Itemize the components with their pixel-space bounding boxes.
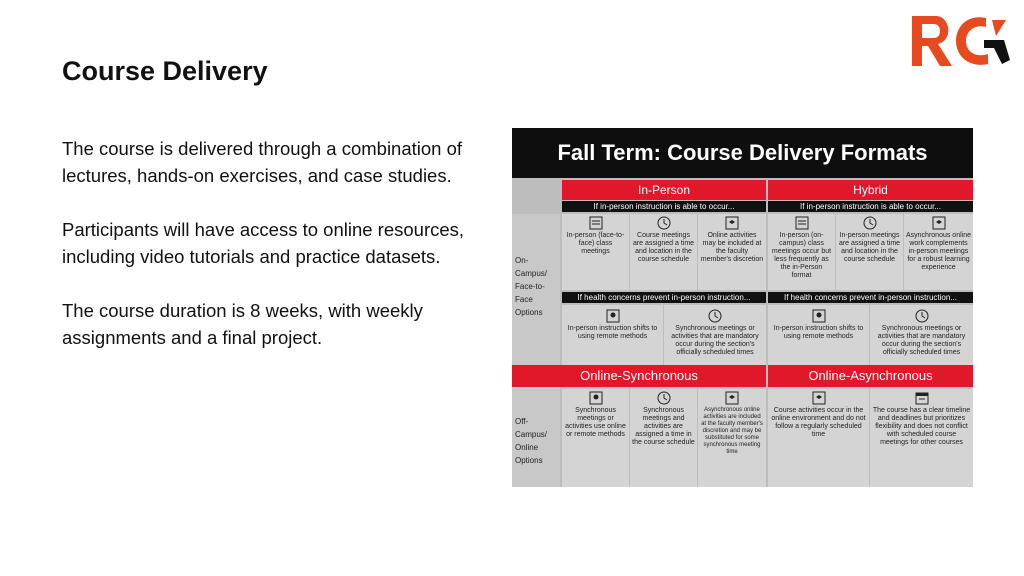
paragraph-resources: Participants will have access to online resources, including video tutorials and practice datasets.: [62, 219, 465, 267]
online-icon: [812, 391, 826, 405]
classroom-icon: [795, 216, 809, 230]
in-person-sync-cell: Synchronous meetings or activities that are mandatory occur during the section's officially scheduled times: [664, 305, 766, 365]
remote-icon: [589, 391, 603, 405]
in-person-cell: Course meetings are assigned a time and location in the course schedule: [630, 214, 697, 290]
online-async-cell: Course activities occur in the online environment and do not follow a regularly scheduled time: [768, 389, 869, 487]
hybrid-header: Hybrid: [768, 180, 973, 200]
clock-icon: [657, 216, 671, 230]
online-async-header: Online-Asynchronous: [768, 365, 973, 387]
calendar-icon: [915, 391, 929, 405]
online-sync-cell: Asynchronous online activities are included at the faculty member's discretion and may be substituted for some synchronous meeting time: [698, 389, 766, 487]
hybrid-subheader: If in-person instruction is able to occur...: [768, 201, 973, 212]
clock-icon: [708, 309, 722, 323]
clock-icon: [863, 216, 877, 230]
hybrid-cell: Asynchronous online work complements in-person meetings for a robust learning experience: [904, 214, 973, 290]
online-sync-cell: Synchronous meetings and activities are assigned a time in the course schedule: [630, 389, 697, 487]
in-person-subheader: If in-person instruction is able to occur...: [562, 201, 766, 212]
hybrid-sync-cell: Synchronous meetings or activities that are mandatory occur during the section's officially scheduled times: [870, 305, 973, 365]
classroom-icon: [589, 216, 603, 230]
hybrid-remote-cell: In-person instruction shifts to using remote methods: [768, 305, 869, 365]
online-sync-header: Online-Synchronous: [512, 365, 766, 387]
remote-icon: [606, 309, 620, 323]
online-sync-cell: Synchronous meetings or activities use online or remote methods: [562, 389, 629, 487]
in-person-header: In-Person: [562, 180, 766, 200]
in-person-health-subheader: If health concerns prevent in-person instruction...: [562, 292, 766, 303]
slide-body: [62, 135, 498, 378]
remote-icon: [812, 309, 826, 323]
in-person-cell: Online activities may be included at the faculty member's discretion: [698, 214, 766, 290]
course-formats-figure: [512, 128, 973, 487]
row-label-on-campus: On-Campus/ Face-to-Face Options: [512, 214, 560, 446]
row-label-off-campus: Off-Campus/ Online Options: [512, 389, 560, 487]
figure-banner: Fall Term: Course Delivery Formats: [512, 128, 973, 178]
rg-logo: [906, 10, 1016, 72]
clock-icon: [915, 309, 929, 323]
hybrid-health-subheader: If health concerns prevent in-person instruction...: [768, 292, 973, 303]
in-person-remote-cell: In-person instruction shifts to using remote methods: [562, 305, 663, 365]
in-person-cell: In-person (face-to-face) class meetings: [562, 214, 629, 290]
slide-title: Course Delivery: [62, 56, 268, 86]
paragraph-delivery: The course is delivered through a combination of lectures, hands-on exercises, and case studies.: [62, 138, 463, 186]
online-icon: [725, 216, 739, 230]
online-icon: [725, 391, 739, 405]
clock-icon: [657, 391, 671, 405]
paragraph-duration: The course duration is 8 weeks, with weekly assignments and a final project.: [62, 300, 423, 348]
online-icon: [932, 216, 946, 230]
hybrid-cell: In-person (on-campus) class meetings occur but less frequently as the in-Person format: [768, 214, 835, 290]
online-async-cell: The course has a clear timeline and deadlines but prioritizes flexibility and does not conflict with scheduled course meetings for other courses: [870, 389, 973, 487]
hybrid-cell: In-person meetings are assigned a time and location in the course schedule: [836, 214, 903, 290]
